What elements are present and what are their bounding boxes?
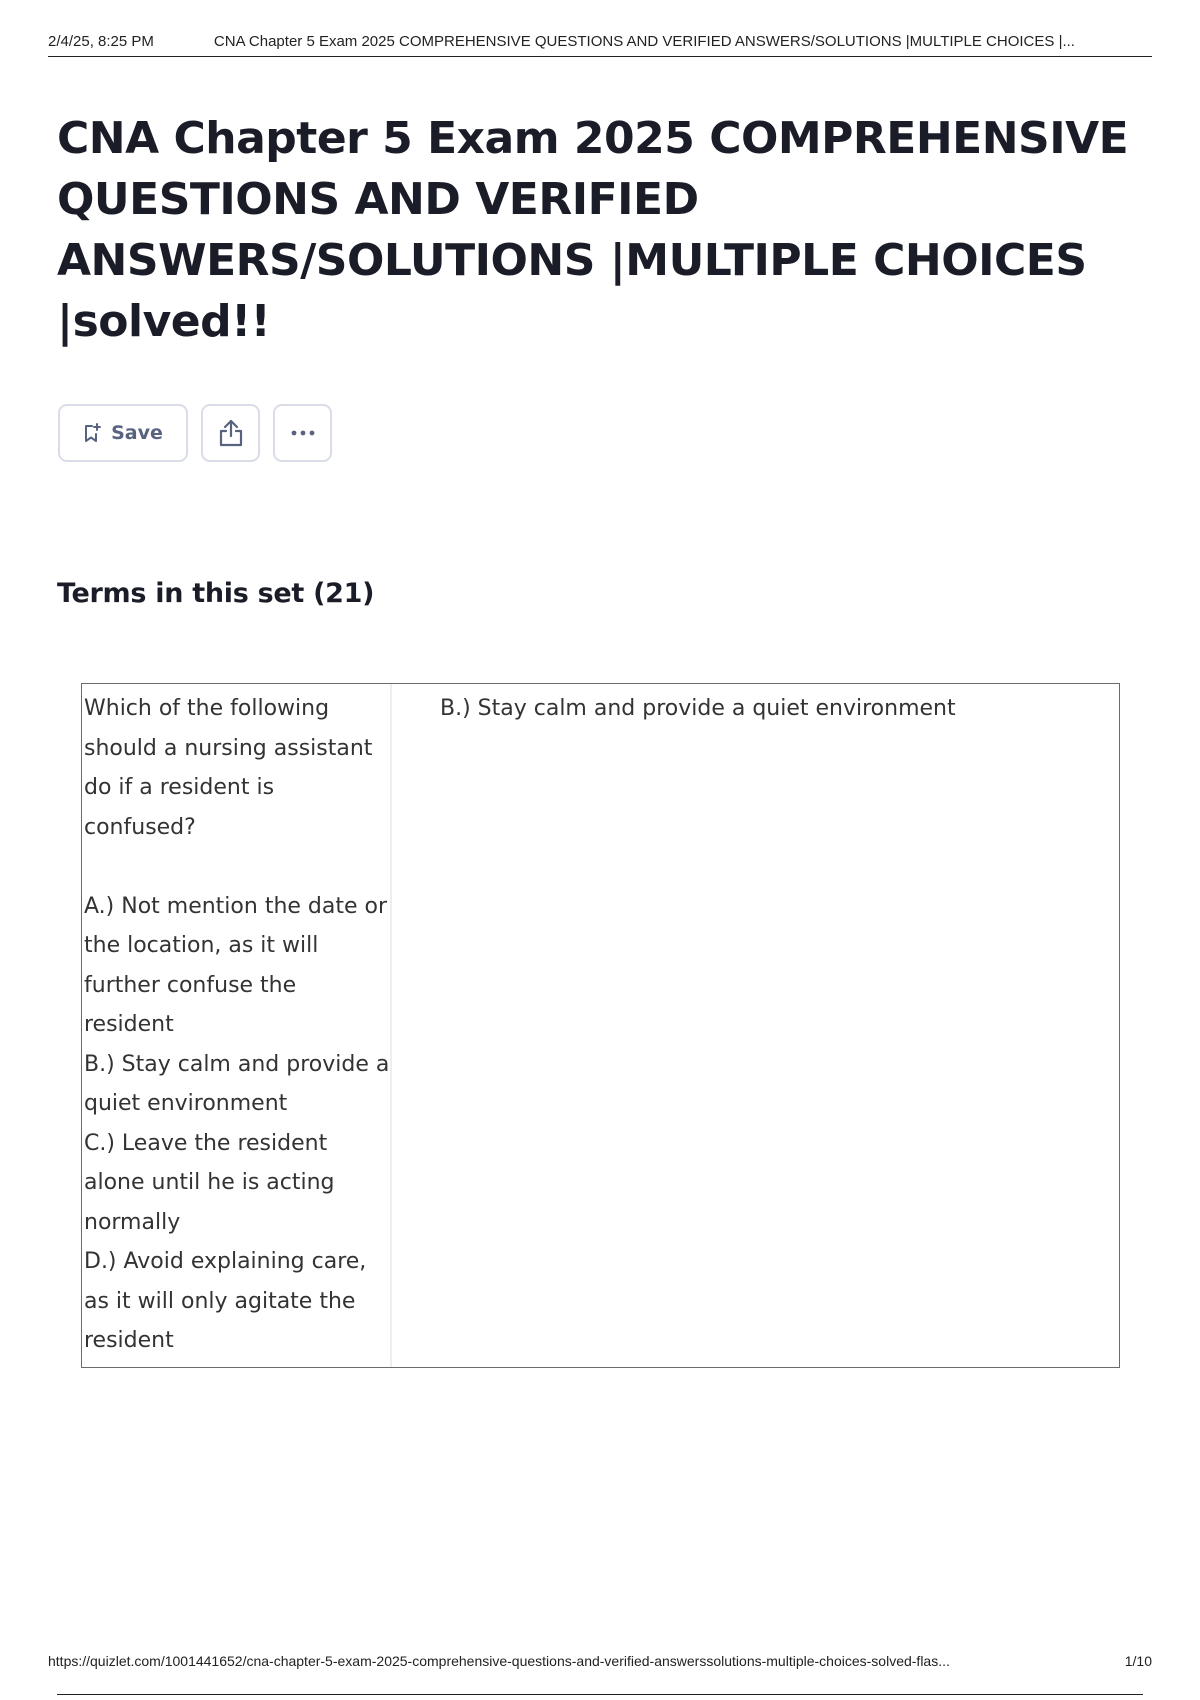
action-bar xyxy=(58,404,332,462)
share-icon xyxy=(218,419,244,447)
terms-heading: Terms in this set (21) xyxy=(57,578,375,609)
print-date: 2/4/25, 8:25 PM xyxy=(48,32,154,50)
save-button[interactable] xyxy=(58,404,188,462)
page-title: CNA Chapter 5 Exam 2025 COMPREHENSIVE QUESTIONS AND VERIFIED ANSWERS/SOLUTIONS |MULTIPLE CHOICES |solved!! xyxy=(57,113,1129,347)
print-url: https://quizlet.com/1001441652/cna-chapter-5-exam-2025-comprehensive-questions-and-verified-answerssolutions-multiple-choices-solved-flas... xyxy=(48,1653,950,1669)
card-term: Which of the following should a nursing assistant do if a resident is confused? A.) Not mention the date or the location, as it will further confuse the resident B.) Stay calm and provide a quiet environment C.) Leave the resident alone until he is acting normally D.) Avoid explaining care, as it will only agitate the resident xyxy=(82,684,392,1367)
save-button-label: Save xyxy=(111,422,163,444)
print-header xyxy=(48,26,1152,57)
footer-divider xyxy=(57,1694,1143,1695)
share-button[interactable] xyxy=(201,404,260,462)
print-page-title: CNA Chapter 5 Exam 2025 COMPREHENSIVE QUESTIONS AND VERIFIED ANSWERS/SOLUTIONS |MULTIPLE CHOICES |... xyxy=(213,32,1075,50)
card-definition: B.) Stay calm and provide a quiet environment xyxy=(440,696,956,721)
bookmark-plus-icon xyxy=(83,423,101,443)
print-footer xyxy=(48,1646,1152,1676)
term-card xyxy=(81,683,1120,1368)
more-options-button[interactable] xyxy=(273,404,332,462)
more-horizontal-icon xyxy=(291,430,315,436)
page-number: 1/10 xyxy=(1124,1653,1152,1669)
